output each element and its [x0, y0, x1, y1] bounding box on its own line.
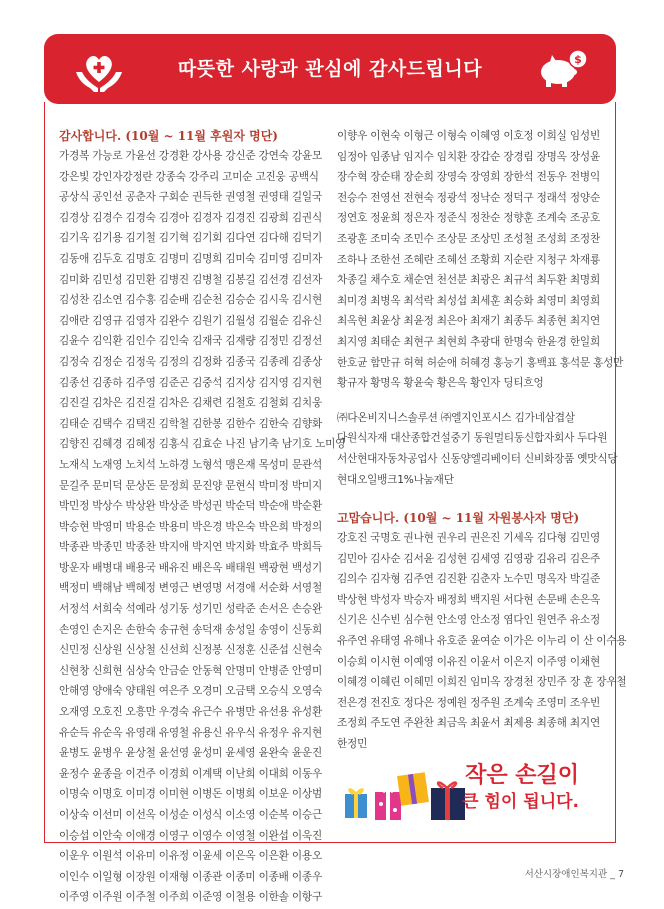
donor-name-line: 가경복 가능로 가윤선 강경환 강사용 강신준 강연숙 강윤모	[59, 150, 322, 162]
donor-name-line: 방운자 배병대 배용국 배유진 배은옥 배태원 백광현 백성기	[59, 561, 322, 574]
donor-name-line: 문길주 문미덕 문상돈 문정희 문진양 문현식 박미정 박미지	[59, 479, 322, 492]
donor-name-line: 김향진 김혜경 김혜정 김홍식 김효순 나진 남기축 남기호 노미영	[59, 438, 346, 451]
org-name-line: 현대오일뱅크1%나눔재단	[337, 473, 454, 486]
cheer-line-2: 큰 힘이 됩니다.	[462, 792, 579, 812]
right-column	[337, 126, 627, 755]
left-column	[59, 128, 346, 908]
donor-name-line: 오재영 오호진 오흥만 우경숙 유근수 유병만 유선용 유성환	[59, 706, 322, 719]
donor-name-line: 김윤수 김익환 김인수 김인숙 김재국 김재량 김정민 김정선	[59, 335, 322, 348]
donor-list-right	[337, 126, 624, 394]
volunteer-name-line: 김의수 김자형 김주연 김진환 김춘자 노수민 명옥자 박길준	[337, 573, 600, 586]
donor-name-line: 박승현 박영미 박용순 박용미 박은경 박은숙 박은희 박정의	[59, 520, 322, 533]
org-name-line: ㈜다온비지니스솔루션 ㈜엘지인포시스 김가네삼겹살	[337, 411, 575, 424]
donor-name-line: 신현창 신희현 심상숙 안금순 안동혁 안명미 안병준 안영미	[59, 664, 322, 677]
donor-name-line: 이향우 이현숙 이형근 이형숙 이혜영 이호정 이희실 임성빈	[337, 130, 600, 142]
donor-name-line: 이인수 이일형 이장원 이재형 이종관 이종미 이종배 이종우	[59, 870, 322, 883]
donor-name-line: 김동애 김두호 김명호 김명미 김명희 김미숙 김미영 김미자	[59, 252, 322, 265]
donor-name-line: 서정석 서희숙 석예라 성기동 성기민 성락준 손서은 손승완	[59, 603, 322, 616]
donor-name-line: 김애란 김영규 김영자 김완수 김원기 김월성 김월순 김유신	[59, 314, 322, 327]
cheer-message	[462, 762, 579, 814]
donor-name-line: 이주영 이주원 이주철 이주희 이준영 이철용 이한솔 이항구	[59, 891, 322, 904]
donor-name-line: 임정아 임종남 임지수 임치환 장갑순 장경림 장명옥 장성윤	[337, 150, 600, 163]
org-name-line: 다원식자재 대산종합건설중기 동원멀티동신합자회사 두다원	[337, 432, 608, 445]
gift-boxes-illustration	[343, 764, 473, 832]
volunteer-name-line: 조정희 주도연 주완찬 최금옥 최윤서 최제용 최종해 최지연	[337, 717, 600, 730]
donor-name-line: 이상숙 이선미 이선옥 이성순 이성식 이소영 이순복 이승근	[59, 809, 322, 821]
banner-title: 따뜻한 사랑과 관심에 감사드립니다	[177, 58, 483, 80]
svg-text:$: $	[574, 53, 582, 66]
volunteer-name-line: 이승희 이시현 이예영 이유진 이윤서 이은지 이주영 이채현	[337, 655, 600, 668]
donor-name-line: 백정미 백해남 백혜정 변영근 변영명 서경애 서순화 서영철	[59, 582, 322, 595]
donors-heading: 감사합니다. (10월 ~ 11월 후원자 명단)	[59, 129, 278, 143]
donor-name-line: 공상식 공인선 공춘자 구회순 권득한 권영철 권영태 길일국	[59, 191, 322, 204]
volunteer-name-line: 박상현 박성자 박승자 배정희 백지원 서다현 손문배 손은옥	[337, 593, 600, 606]
volunteer-name-line: 이혜경 이혜린 이혜민 이희진 임미옥 장경천 장민주 장 훈 장우철	[337, 676, 627, 689]
volunteer-name-line: 김민아 김사순 김서윤 김성현 김세영 김영광 김유리 김은주	[337, 552, 600, 565]
piggy-bank-icon	[536, 46, 590, 94]
donor-name-line: 노재식 노재영 노치석 노하경 노형석 맹은재 목성미 문관석	[59, 458, 322, 471]
volunteer-name-line: 신기은 신수빈 심수현 안소영 안소정 염다인 원연주 유소정	[337, 614, 600, 627]
donor-name-line: 손영인 손지은 손한숙 송규현 송덕재 송성일 송영이 신동희	[59, 623, 322, 636]
donor-name-line: 이운우 이원석 이유미 이유정 이윤세 이은옥 이은환 이용오	[59, 850, 322, 863]
donor-name-line: 장수혁 장순태 장순희 장영숙 장영희 장한석 전동우 전병익	[337, 171, 600, 184]
donor-name-line: 이명숙 이명호 이미경 이미현 이병돈 이병희 이보운 이상범	[59, 788, 322, 801]
donor-name-line: 강은빛 강인자강정란 강종숙 강주리 고미순 고진웅 공백식	[59, 170, 319, 183]
donor-name-line: 조광훈 조미숙 조민수 조상문 조상민 조성철 조성희 조정찬	[337, 232, 600, 245]
page-footer: 서산시장애인복지관 _ 7	[524, 869, 624, 880]
donor-name-line: 전승수 전영선 전현숙 정광석 정낙순 정덕구 정래석 정양순	[337, 191, 600, 204]
donor-name-line: 윤병도 윤병우 윤상철 윤선영 윤성미 윤세영 윤완숙 윤운진	[59, 747, 322, 760]
volunteer-name-line: 유주연 유태영 유해나 유호준 윤여순 이가은 이누리 이 산 이수용	[337, 635, 627, 648]
donor-name-line: 김기옥 김기용 김기철 김기혁 김기회 김다연 김다해 김덕기	[59, 232, 322, 245]
cheer-line-1: 작은 손길이	[465, 763, 579, 788]
volunteers-heading: 고맙습니다. (10월 ~ 11월 자원봉사자 명단)	[337, 511, 580, 526]
volunteer-name-line: 전은경 전진호 정다은 정예원 정주원 조계숙 조영미 조우빈	[337, 696, 600, 709]
donor-name-line: 황규자 황명옥 황윤숙 황은옥 황인자 딩티흐엉	[337, 377, 544, 390]
donor-name-line: 유순득 유순옥 유영래 유영철 유용신 유우식 유정우 유지현	[59, 726, 322, 739]
donor-name-line: 김정숙 김정순 김정욱 김정의 김정화 김종국 김종례 김종상	[59, 355, 322, 368]
donor-name-line: 김종선 김종하 김주영 김준곤 김중석 김지상 김지영 김지현	[59, 376, 322, 389]
volunteer-name-line: 한정민	[337, 738, 368, 751]
donor-name-line: 신민정 신상원 신상철 신선희 신정봉 신정훈 신준섭 신현숙	[59, 644, 322, 657]
org-donor-list	[337, 408, 618, 490]
donor-name-line: 박종관 박종민 박종찬 박지애 박지연 박지화 박효주 박희득	[59, 541, 322, 554]
donor-name-line: 최지영 최태순 최현구 최현희 추광대 한명숙 한윤경 한일희	[337, 335, 600, 348]
donor-name-line: 최옥현 최윤상 최윤정 최은아 최재기 최종두 최종현 최지연	[337, 315, 600, 328]
donor-name-line: 안해영 양애숙 양태원 여은주 오경미 오금택 오승식 오영숙	[59, 685, 322, 698]
title-banner	[44, 34, 616, 104]
donor-name-line: 이승섭 이안숙 이애경 이영구 이영수 이영철 이완섭 이욱진	[59, 829, 322, 842]
donor-name-line: 박민정 박상수 박상완 박상준 박성권 박순덕 박순애 박순환	[59, 500, 322, 513]
donor-name-line: 정연호 정윤희 정은자 정준식 정찬순 정향훈 조계숙 조공호	[337, 212, 600, 225]
org-name-line: 서산현대자동차공업사 신동양엘리베이터 신비화장품 옛맛식당	[337, 452, 618, 465]
donor-name-line: 김성찬 김소연 김수홍 김순배 김순천 김승순 김시욱 김시현	[59, 294, 322, 307]
donor-name-line: 한호균 함만규 허혁 허순애 허혜경 홍능기 홍백표 홍석문 홍성만	[337, 356, 624, 369]
donor-name-line: 최미경 최병옥 최석락 최성섭 최세훈 최승화 최영미 최영희	[337, 294, 600, 307]
donor-name-line: 차종길 채수호 채순연 천선분 최광은 최규석 최두환 최명희	[337, 274, 600, 287]
donor-name-line: 김태순 김택수 김택진 김학철 김한봉 김한수 김한숙 김향화	[59, 417, 322, 430]
volunteer-list	[337, 528, 627, 755]
donor-name-line: 김진걸 김차은 김진걸 김차은 김채련 김철호 김철회 김치웅	[59, 397, 322, 410]
donor-list-left	[59, 146, 346, 908]
donor-name-line: 김미화 김민성 김민환 김병진 김병철 김봉길 김선경 김선자	[59, 273, 322, 286]
volunteer-name-line: 강호진 국명호 권나현 권우리 권은진 기세옥 김다형 김민영	[337, 532, 600, 545]
donor-name-line: 조하나 조한선 조혜란 조혜선 조황희 지순란 지청구 차재룡	[337, 253, 600, 266]
donor-name-line: 윤정수 윤종을 이건주 이경희 이계택 이난희 이대희 이동우	[59, 767, 322, 780]
donor-name-line: 김경상 김경수 김경숙 김경아 김경자 김경진 김광희 김권식	[59, 211, 322, 224]
